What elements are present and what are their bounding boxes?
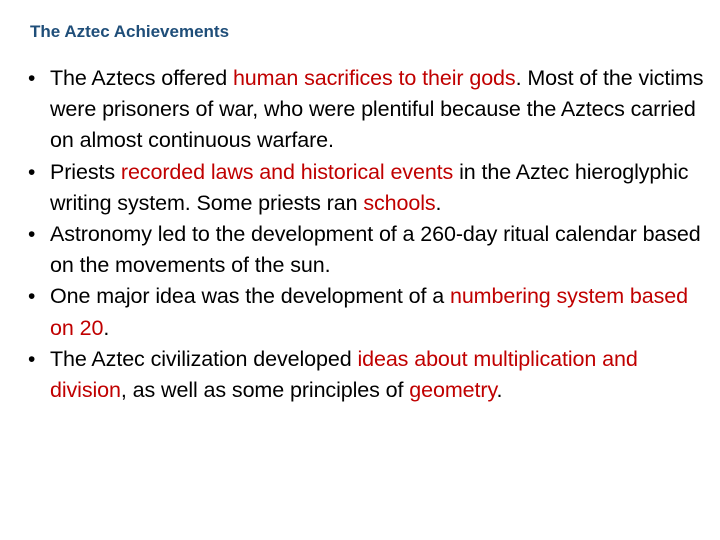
bullet-item-numbering [26, 281, 716, 343]
bullet-icon: • [28, 160, 36, 184]
bullet-text-segment: Astronomy led to the development of a 260-day ritual calendar based on the movements of the sun. [50, 222, 701, 278]
highlighted-text: numbering system based on 20 [50, 284, 688, 340]
bullet-icon: • [28, 347, 36, 371]
bullet-icon: • [28, 67, 36, 90]
bullet-item-priests [26, 157, 716, 219]
bullet-text-segment: One major idea was the development of a [50, 284, 450, 309]
bullet-text-segment: , as well as some principles of [120, 378, 410, 403]
bullet-text-segment: The Aztecs offered [50, 66, 233, 90]
bullet-icon: • [28, 223, 36, 247]
bullet-text-segment: in the Aztec hieroglyphic writing system. Some priests ran [50, 159, 689, 215]
bullet-text-segment: . [435, 190, 442, 215]
bullet-text-segment: The Aztec civilization developed [50, 346, 358, 371]
bullet-text-segment: . [496, 378, 503, 403]
bullet-item-astronomy [26, 219, 716, 281]
highlighted-text: geometry [409, 378, 497, 403]
bullet-text-segment: . Most of the victims were prisoners of war, who were plentiful because the Aztecs carried on almost continuous warfare. [50, 66, 704, 153]
bullet-icon: • [28, 285, 36, 309]
bullet-text-segment: Priests [50, 159, 121, 184]
highlighted-text: schools [363, 190, 436, 215]
highlighted-text: recorded laws and historical events [120, 159, 454, 184]
bullet-list [26, 63, 716, 406]
highlighted-text: ideas about multiplication and division [50, 346, 638, 403]
slide-title: The Aztec Achievements [30, 22, 230, 41]
highlighted-text: human sacrifices to their gods [232, 66, 516, 90]
bullet-text-segment: . [103, 315, 110, 340]
bullet-item-sacrifices [26, 63, 716, 157]
bullet-item-mathematics [26, 344, 716, 406]
